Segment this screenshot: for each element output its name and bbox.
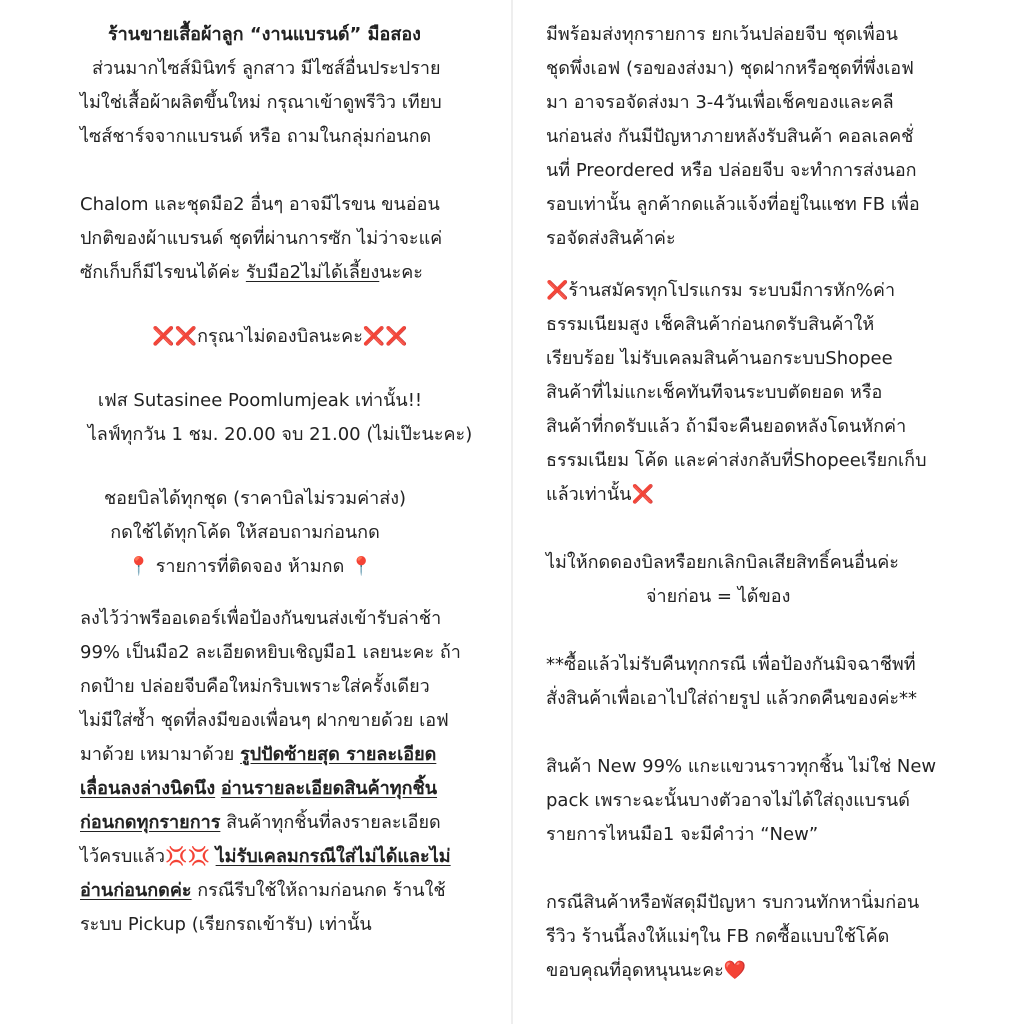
intro-paragraph — [80, 52, 490, 154]
no-return-line: สั่งสินค้าเพื่อเอาไปใส่ถ่ายรูป แล้วกดคืนของค่ะ** — [546, 688, 918, 709]
cross-mark-icon: ❌ — [546, 280, 569, 301]
details-line: ไม่มีใส่ซ้ำ ชุดที่ลงมีของเพื่อนๆ ฝากขายด้วย เอฟ — [80, 710, 449, 731]
intro-line: ไม่ใช่เสื้อผ้าผลิตขึ้นใหม่ กรุณาเข้าดูพรีวิว เทียบ — [80, 92, 442, 113]
shipping-line: ชุดพึ่งเอฟ (รอของส่งมา) ชุดฝากหรือชุดที่พึ่งเอฟ — [546, 58, 914, 79]
new-items-line: สินค้า New 99% แกะแขวนราวทุกชิ้น ไม่ใช่ New — [546, 756, 937, 777]
bill-info — [80, 482, 490, 584]
details-line: อ่านก่อนกดค่ะ กรณีรีบใช้ให้ถามก่อนกด ร้านใช้ — [80, 880, 446, 901]
shopee-paragraph — [546, 274, 966, 512]
shipping-line: มา อาจรอจัดส่งมา 3-4วันเพื่อเช็คของและคลี — [546, 92, 894, 113]
details-line: มาด้วย เหมามาด้วย รูปปัดซ้ายสุด รายละเอียด — [80, 744, 437, 765]
pin-icon: 📍 — [127, 556, 150, 577]
problem-line: กรณีสินค้าหรือพัสดุมีปัญหา รบกวนทักหานิ่มก่อน — [546, 892, 920, 913]
details-line: กดป้าย ปล่อยจีบคือใหม่กริบเพราะใส่ครั้งเดียว — [80, 676, 430, 697]
reserved-line: 📍 รายการที่ติดจอง ห้ามกด 📍 — [127, 556, 373, 577]
hair-underline-text: รับมือ2ไม่ได้เลี้ยง — [245, 262, 380, 283]
hair-line: Chalom และชุดมือ2 อื่นๆ อาจมีไรขน ขนอ่อน — [80, 194, 440, 215]
right-column — [546, 18, 966, 988]
shopee-line: เรียบร้อย ไม่รับเคลมสินค้านอกระบบShopee — [546, 348, 893, 369]
shipping-line: มีพร้อมส่งทุกรายการ ยกเว้นปล่อยจีบ ชุดเพื่อน — [546, 24, 898, 45]
cross-mark-icon: ❌❌ — [362, 326, 408, 347]
live-line: เฟส Sutasinee Poomlumjeak เท่านั้น!! — [97, 390, 423, 411]
cross-mark-icon: ❌❌ — [152, 326, 198, 347]
no-return-line: **ซื้อแล้วไม่รับคืนทุกกรณี เพื่อป้องกันมิจฉาชีพที่ — [546, 654, 916, 675]
heart-icon: ❤️ — [723, 960, 747, 981]
problem-paragraph — [546, 886, 966, 988]
bill-line: ชอยบิลได้ทุกชุด (ราคาบิลไม่รวมค่าส่ง) — [103, 488, 407, 509]
shipping-line: รอจัดส่งสินค้าค่ะ — [546, 228, 676, 249]
anger-icon: 💢💢 — [165, 846, 210, 867]
no-return-paragraph — [546, 648, 966, 716]
hair-notice-paragraph — [80, 188, 490, 290]
no-cancel-paragraph — [546, 546, 966, 614]
shopee-line: ธรรมเนียม โค้ด และค่าส่งกลับที่Shopeeเรียกเก็บ — [546, 450, 927, 471]
pay-first-line: จ่ายก่อน = ได้ของ — [646, 586, 791, 607]
shopee-line: ธรรมเนียมสูง เช็คสินค้าก่อนกดรับสินค้าให้ — [546, 314, 875, 335]
shipping-line: นก่อนส่ง กันมีปัญหาภายหลังรับสินค้า คอลเลคชั่ — [546, 126, 914, 147]
details-line: เลื่อนลงล่างนิดนึง อ่านรายละเอียดสินค้าทุกชิ้น — [80, 778, 438, 799]
thanks-line: ขอบคุณที่อุดหนุนนะคะ❤️ — [546, 960, 747, 981]
no-bill-warning: ❌❌กรุณาไม่ดองบิลนะคะ❌❌ — [152, 326, 408, 347]
shopee-line: แล้วเท่านั้น❌ — [546, 484, 654, 505]
intro-line: ส่วนมากไซส์มินิทร์ ลูกสาว มีไซส์อื่นประปราย — [92, 58, 441, 79]
details-line: ลงไว้ว่าพรีออเดอร์เพื่อป้องกันขนส่งเข้ารับล่าช้า — [80, 608, 442, 629]
details-line: ก่อนกดทุกรายการ สินค้าทุกชิ้นที่ลงรายละเอียด — [80, 812, 441, 833]
column-divider — [511, 0, 513, 1024]
shipping-paragraph — [546, 18, 966, 256]
details-line: 99% เป็นมือ2 ละเอียดหยิบเชิญมือ1 เลยนะคะ ถ้า — [80, 642, 461, 663]
new-items-line: pack เพราะฉะนั้นบางตัวอาจไม่ได้ใส่ถุงแบรนด์ — [546, 790, 910, 811]
bill-line: กดใช้ได้ทุกโค้ด ให้สอบถามก่อนกด — [110, 522, 380, 543]
live-line: ไลฟ์ทุกวัน 1 ชม. 20.00 จบ 21.00 (ไม่เป๊ะนะคะ) — [87, 424, 473, 445]
shipping-line: นที่ Preordered หรือ ปล่อยจีบ จะทำการส่งนอก — [546, 160, 917, 181]
intro-line: ไซส์ชาร์จจากแบรนด์ หรือ ถามในกลุ่มก่อนกด — [80, 126, 432, 147]
details-line: ไว้ครบแล้ว💢💢 ไม่รับเคลมกรณีใส่ไม่ได้และไม่ — [80, 846, 451, 867]
pin-icon: 📍 — [350, 556, 373, 577]
shopee-line: ❌ร้านสมัครทุกโปรแกรม ระบบมีการหัก%ค่า — [546, 280, 896, 301]
new-items-paragraph — [546, 750, 966, 852]
live-info — [80, 384, 490, 452]
shop-title: ร้านขายเสื้อผ้าลูก “งานแบรนด์” มือสอง — [108, 24, 421, 45]
problem-line: รีวิว ร้านนี้ลงให้แม่ๆใน FB กดซื้อแบบใช้โค้ด — [546, 926, 890, 947]
details-line: ระบบ Pickup (เรียกรถเข้ารับ) เท่านั้น — [80, 914, 372, 935]
hair-line: ซักเก็บก็มีไรขนได้ค่ะ รับมือ2ไม่ได้เลี้ยงนะคะ — [80, 262, 423, 283]
shopee-line: สินค้าที่ไม่แกะเช็คทันทีจนระบบตัดยอด หรือ — [546, 382, 883, 403]
left-column — [80, 18, 490, 942]
cross-mark-icon: ❌ — [631, 484, 654, 505]
new-items-line: รายการไหนมือ1 จะมีคำว่า “New” — [546, 824, 819, 845]
details-paragraph — [80, 602, 490, 942]
no-cancel-line: ไม่ให้กดดองบิลหรือยกเลิกบิลเสียสิทธิ์คนอื่นค่ะ — [546, 552, 899, 573]
hair-line: ปกติของผ้าแบรนด์ ชุดที่ผ่านการซัก ไม่ว่าจะแค่ — [80, 228, 443, 249]
shopee-line: สินค้าที่กดรับแล้ว ถ้ามีจะคืนยอดหลังโดนหักค่า — [546, 416, 907, 437]
shipping-line: รอบเท่านั้น ลูกค้ากดแล้วแจ้งที่อยู่ในแชท FB เพื่อ — [546, 194, 920, 215]
